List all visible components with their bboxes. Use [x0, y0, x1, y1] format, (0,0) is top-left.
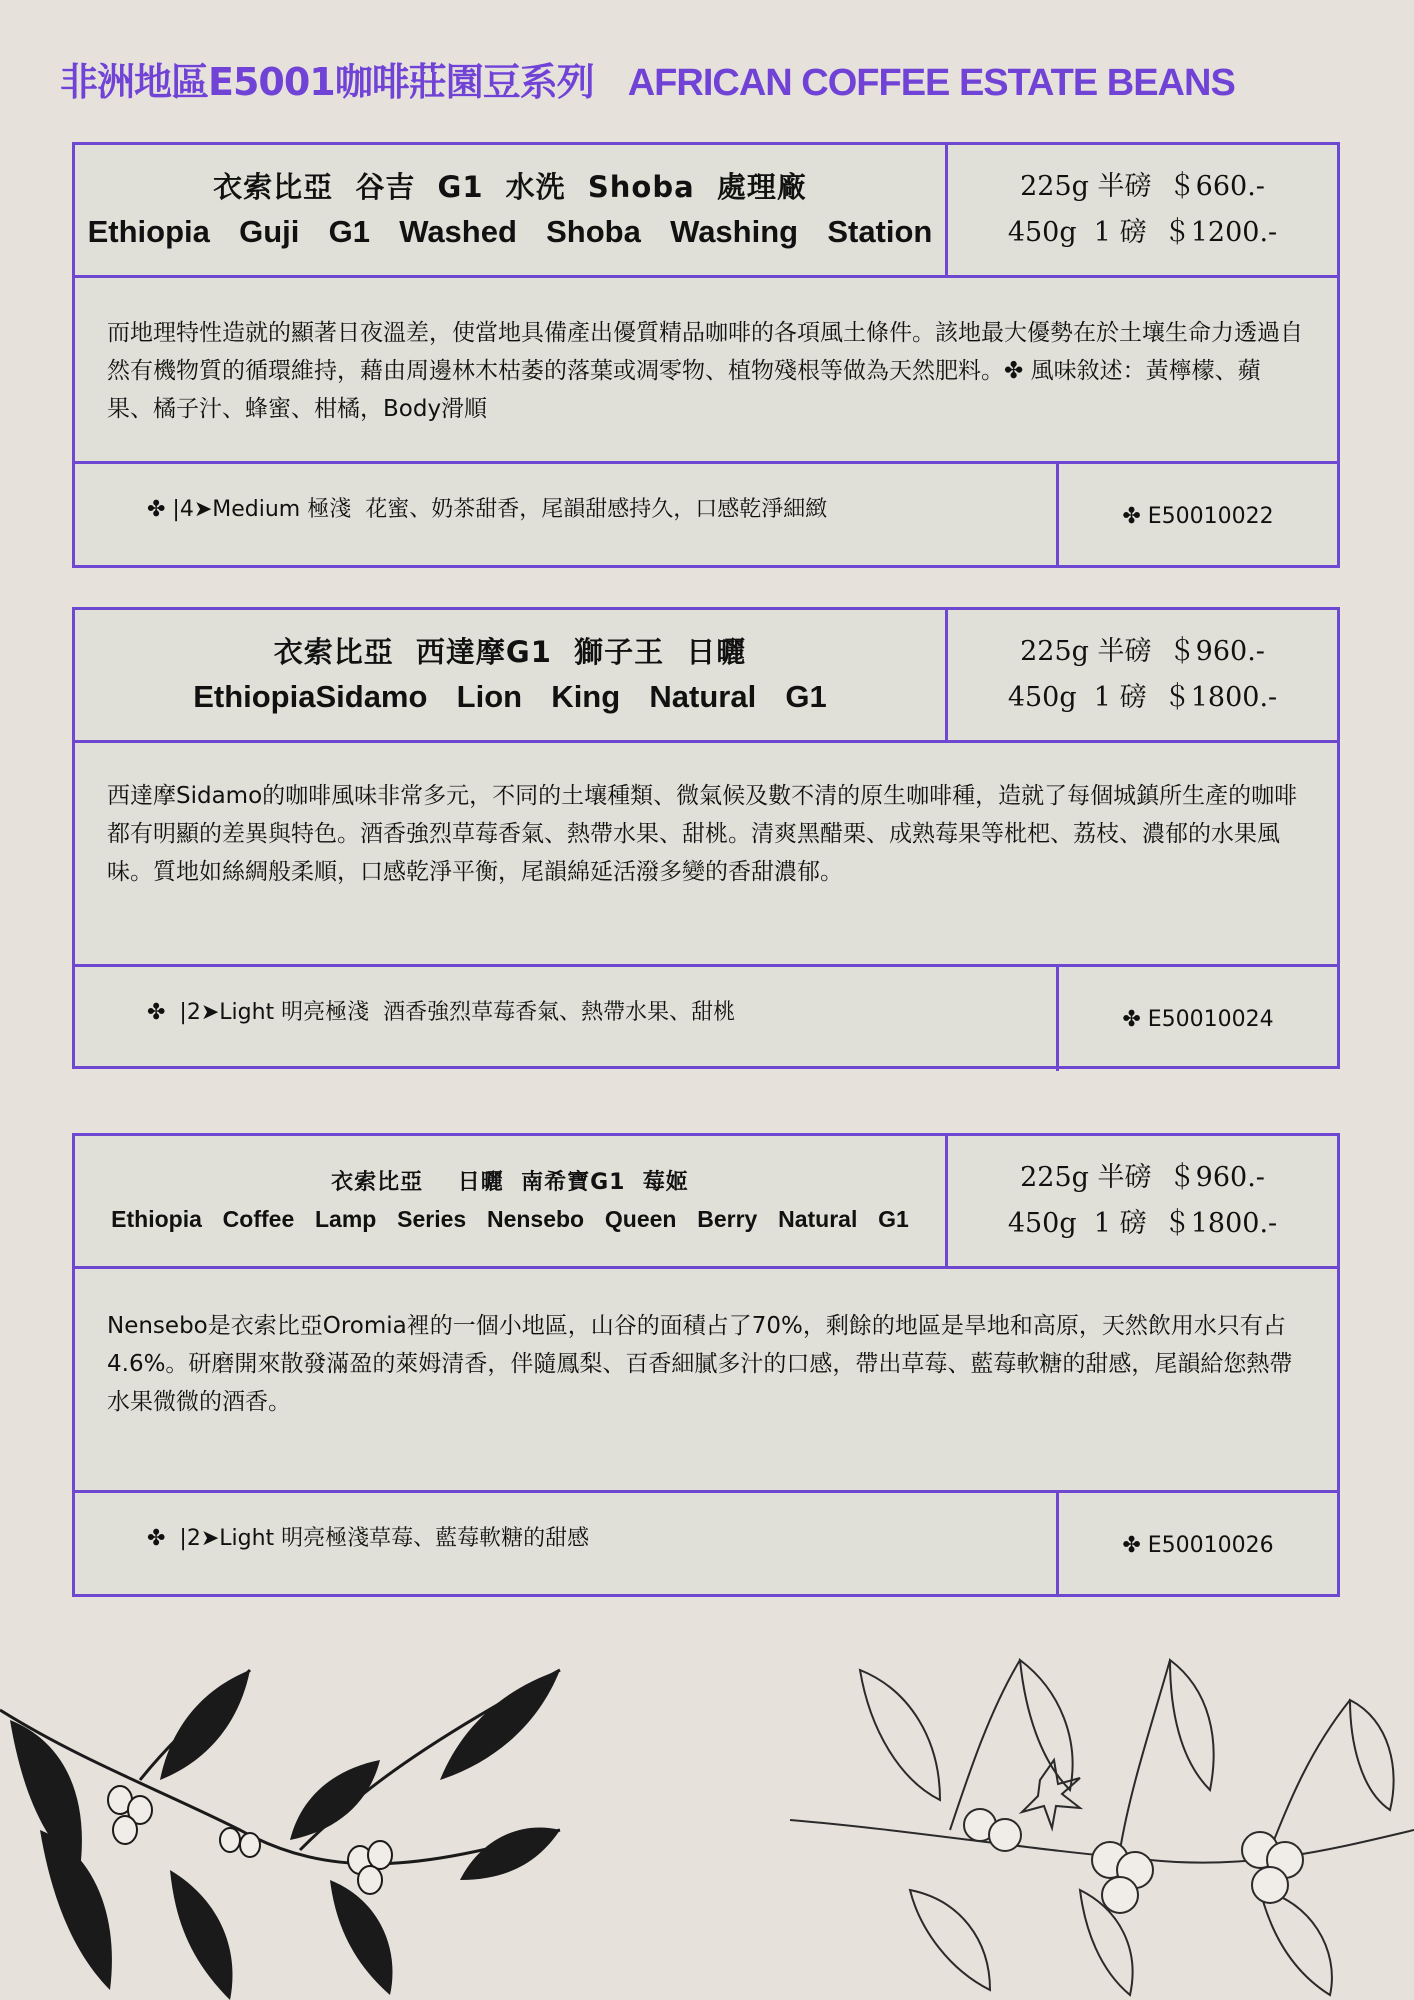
product-card-guji: [72, 142, 1340, 568]
product-card-nensebo: [72, 1133, 1340, 1597]
price-box: [948, 145, 1337, 275]
page-title: [60, 52, 1380, 112]
product-footer: [75, 464, 1337, 568]
flavor-note: ✤ |2➤Light 明亮極淺草莓、藍莓軟糖的甜感: [75, 1493, 1059, 1597]
price-half-pound: 225g 半磅 ＄960.-: [1020, 636, 1265, 667]
product-header: [75, 1136, 1337, 1269]
coffee-branch-illustration: [0, 1650, 720, 2000]
price-one-pound: 450g 1 磅 ＄1200.-: [1007, 217, 1278, 248]
product-name-en: EthiopiaSidamo Lion King Natural G1: [193, 679, 827, 714]
product-description: 而地理特性造就的顯著日夜溫差，使當地具備產出優質精品咖啡的各項風土條件。該地最大優勢在於土壤生命力透過自然有機物質的循環維持，藉由周邊林木枯萎的落葉或凋零物、植物殘根等做為天然肥料。✤ 風味敘述：黃檸檬、蘋果、橘子汁、蜂蜜、柑橘，Body滑順: [75, 278, 1337, 464]
product-header: [75, 610, 1337, 743]
page-title-en: AFRICAN COFFEE ESTATE BEANS: [627, 62, 1235, 104]
product-name-zh: 衣索比亞 西達摩G1 獅子王 日曬: [273, 635, 747, 669]
product-footer: [75, 967, 1337, 1071]
price-one-pound: 450g 1 磅 ＄1800.-: [1007, 682, 1278, 713]
price-half-pound: 225g 半磅 ＄660.-: [1020, 171, 1265, 202]
price-box: [948, 610, 1337, 740]
product-name: [75, 610, 948, 740]
product-name-zh: 衣索比亞 日曬 南希寶G1 莓姬: [331, 1170, 689, 1195]
product-footer: [75, 1493, 1337, 1597]
product-code: ✤ E50010026: [1122, 1532, 1274, 1558]
product-name-en: Ethiopia Coffee Lamp Series Nensebo Queen Berry Natural G1: [111, 1206, 909, 1232]
product-name-en: Ethiopia Guji G1 Washed Shoba Washing Station: [87, 214, 933, 249]
product-code: ✤ E50010024: [1122, 1006, 1274, 1032]
product-header: [75, 145, 1337, 278]
product-name: [75, 1136, 948, 1266]
product-code: ✤ E50010022: [1122, 503, 1274, 529]
coffee-flower-branch-illustration: [790, 1630, 1414, 2000]
price-box: [948, 1136, 1337, 1266]
product-card-sidamo: [72, 607, 1340, 1069]
price-half-pound: 225g 半磅 ＄960.-: [1020, 1162, 1265, 1193]
price-one-pound: 450g 1 磅 ＄1800.-: [1007, 1208, 1278, 1239]
product-name-zh: 衣索比亞 谷吉 G1 水洗 Shoba 處理廠: [213, 170, 807, 204]
product-name: [75, 145, 948, 275]
flavor-note: ✤ |2➤Light 明亮極淺 酒香強烈草莓香氣、熱帶水果、甜桃: [75, 967, 1059, 1071]
page-title-zh: 非洲地區E5001咖啡莊園豆系列: [60, 60, 594, 104]
product-description: 西達摩Sidamo的咖啡風味非常多元，不同的土壤種類、微氣候及數不清的原生咖啡種，造就了每個城鎮所生產的咖啡都有明顯的差異與特色。酒香強烈草莓香氣、熱帶水果、甜桃。清爽黑醋栗、成熟莓果等枇杷、荔枝、濃郁的水果風味。質地如絲綢般柔順，口感乾淨平衡，尾韻綿延活潑多變的香甜濃郁。: [75, 743, 1337, 967]
product-description: Nensebo是衣索比亞Oromia裡的一個小地區，山谷的面積占了70%，剩餘的地區是旱地和高原，天然飲用水只有占4.6%。研磨開來散發滿盈的萊姆清香，伴隨鳳梨、百香細膩多汁的口感，帶出草莓、藍莓軟糖的甜感，尾韻給您熱帶水果微微的酒香。: [75, 1269, 1337, 1493]
flavor-note: ✤ |4➤Medium 極淺 花蜜、奶茶甜香，尾韻甜感持久，口感乾淨細緻: [75, 464, 1059, 568]
